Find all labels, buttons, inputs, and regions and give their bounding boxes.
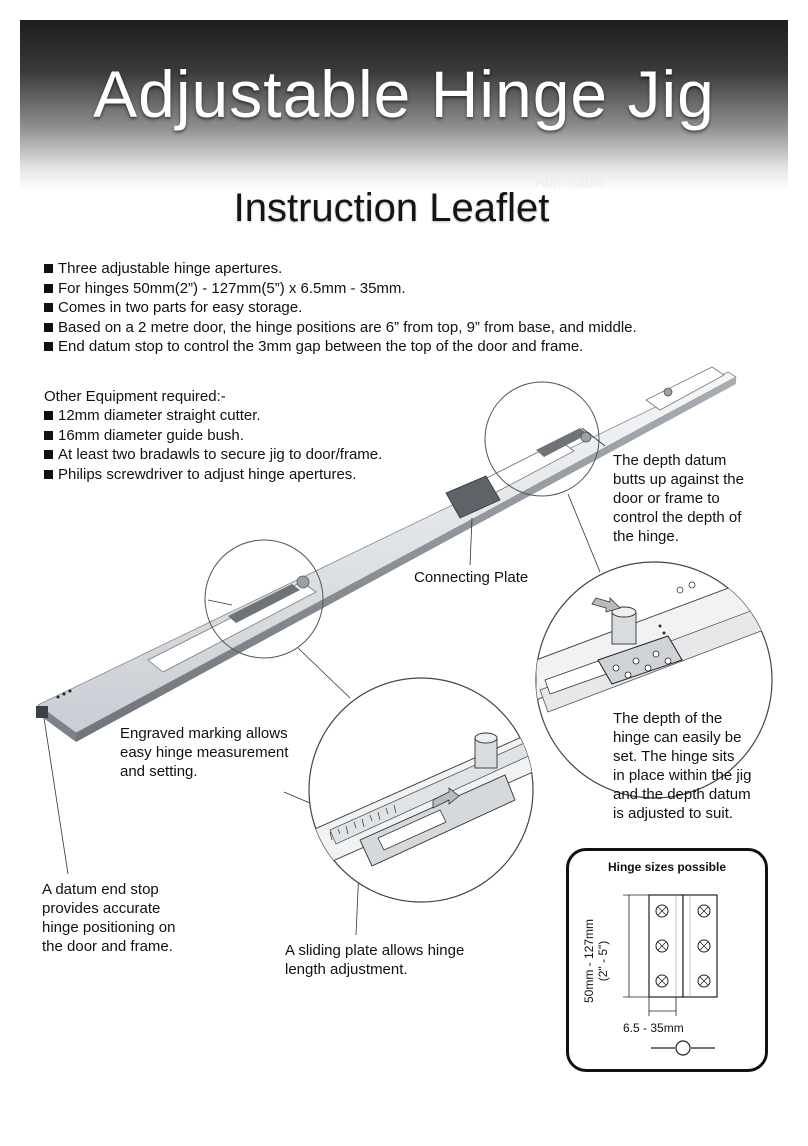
list-item: Three adjustable hinge apertures. <box>44 259 637 279</box>
hinge-height-range: 50mm - 127mm (2" - 5") <box>582 918 610 1004</box>
engraved-marking-callout: Engraved marking allows easy hinge measurement and setting. <box>120 725 289 780</box>
list-item: Philips screwdriver to adjust hinge apertures. <box>44 465 382 485</box>
list-item: For hinges 50mm(2”) - 127mm(5”) x 6.5mm - 35mm. <box>44 279 637 299</box>
faint-label: Adjustable <box>535 174 606 191</box>
equipment-heading: Other Equipment required:- <box>44 388 226 405</box>
list-item: At least two bradawls to secure jig to door/frame. <box>44 445 382 465</box>
list-item: 16mm diameter guide bush. <box>44 426 382 446</box>
datum-stop-callout: A datum end stop provides accurate hinge positioning on the door and frame. <box>42 881 176 955</box>
depth-datum-callout: The depth datum butts up against the door or frame to control the depth of the hinge. <box>613 452 744 545</box>
hinge-box-title: Hinge sizes possible <box>607 860 727 874</box>
page-subtitle: Instruction Leaflet <box>233 186 550 230</box>
sliding-plate-callout: A sliding plate allows hinge length adjustment. <box>285 942 465 978</box>
hinge-sizes-box <box>566 848 768 1072</box>
list-item: End datum stop to control the 3mm gap between the top of the door and frame. <box>44 337 637 357</box>
list-item: Comes in two parts for easy storage. <box>44 298 637 318</box>
page-title: Adjustable Hinge Jig <box>93 57 715 131</box>
connecting-plate-callout: Connecting Plate <box>414 569 529 586</box>
hinge-width-range: 6.5 - 35mm <box>623 1021 684 1035</box>
list-item: Based on a 2 metre door, the hinge positions are 6” from top, 9” from base, and middle. <box>44 318 637 338</box>
list-item: 12mm diameter straight cutter. <box>44 406 382 426</box>
depth-hinge-callout: The depth of the hinge can easily be set. The hinge sits in place within the jig and the depth datum is adjusted to suit. <box>613 710 752 822</box>
